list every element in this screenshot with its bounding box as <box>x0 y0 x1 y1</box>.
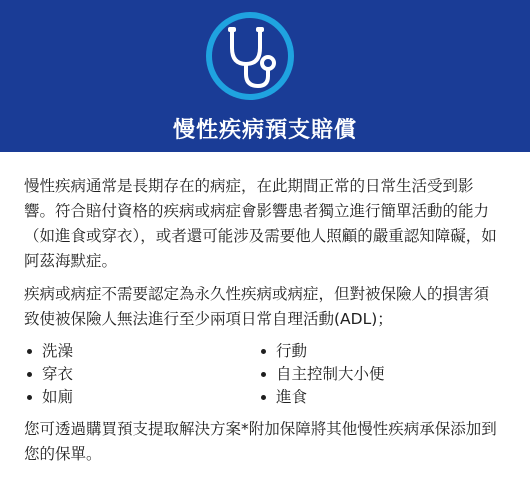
banner-title: 慢性疾病預支賠償 <box>172 118 357 143</box>
list-item: 如廁 <box>24 386 258 409</box>
list-item: 行動 <box>258 340 458 363</box>
list-item: 進食 <box>258 386 458 409</box>
adl-paragraph: 疾病或病症不需要認定為永久性疾病或病症，但對被保險人的損害須致使被保險人無法進行至少兩項日常自理活動(ADL)； <box>24 285 490 328</box>
list-item: 穿衣 <box>24 363 258 386</box>
intro-paragraph: 慢性疾病通常是長期存在的病症，在此期間正常的日常生活受到影響。符合賠付資格的疾病或病症會影響患者獨立進行簡單活動的能力（如進食或穿衣），或者還可能涉及需要他人照顧的嚴重認知障礙，如阿茲海默症。 <box>24 177 497 270</box>
list-item: 洗澡 <box>24 340 258 363</box>
stethoscope-icon <box>202 8 298 104</box>
list-item: 自主控制大小便 <box>258 363 458 386</box>
adl-list <box>24 340 502 409</box>
content-body <box>0 152 530 467</box>
header-banner <box>0 0 530 152</box>
rider-paragraph: 您可透過購買預支提取解決方案*附加保障將其他慢性疾病承保添加到您的保單。 <box>24 420 497 463</box>
